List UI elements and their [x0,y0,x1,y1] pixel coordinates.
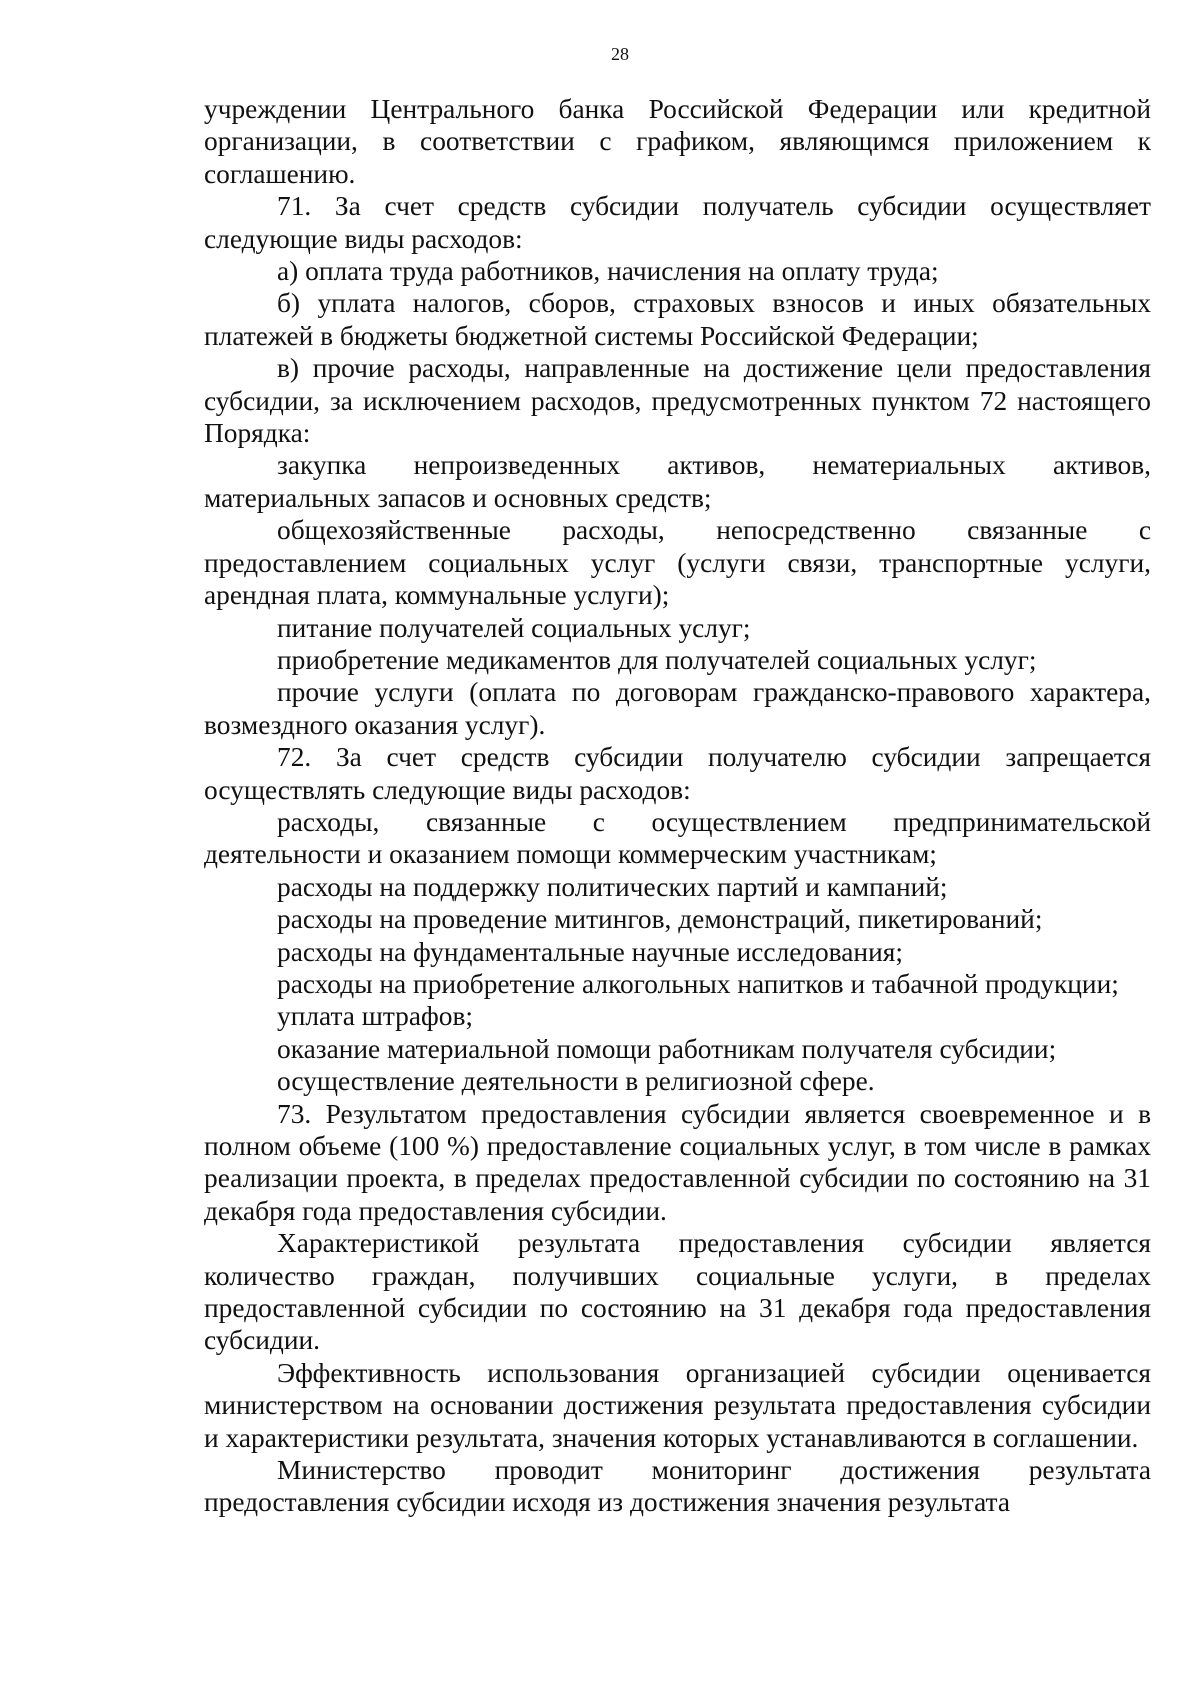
paragraph-list-item: расходы на проведение митингов, демонстраций, пикетирований; [277,904,1043,935]
paragraph-list-item: закупка непроизведенных активов, нематериальных активов, материальных запасов и основных средств; [204,450,1151,513]
paragraph-item-71: 71. За счет средств субсидии получатель субсидии осуществляет следующие виды расходов: [204,191,1151,254]
paragraph-list-item: приобретение медикаментов для получателей социальных услуг; [277,644,1037,675]
paragraph: Эффективность использования организацией субсидии оценивается министерством на основании достижения результата предоставления субсидии и характеристики результата, значения которых устанавливаются в соглашении. [204,1357,1151,1453]
paragraph-subitem-v: в) прочие расходы, направленные на достижение цели предоставления субсидии, за исключением расходов, предусмотренных пунктом 72 настоящего Порядка: [204,353,1151,449]
paragraph-item-72: 72. За счет средств субсидии получателю субсидии запрещается осуществлять следующие виды расходов: [204,742,1151,805]
paragraph-list-item: расходы на приобретение алкогольных напитков и табачной продукции; [277,968,1119,999]
paragraph-list-item: расходы на поддержку политических партий и кампаний; [277,871,948,902]
paragraph-continuation: учреждении Центрального банка Российской Федерации или кредитной организации, в соответствии с графиком, являющимся приложением к соглашению. [204,94,1151,189]
page-number: 28 [611,44,629,64]
paragraph: Характеристикой результата предоставления субсидии является количество граждан, получивших социальные услуги, в пределах предоставленной субсидии по состоянию на 31 декабря года предоставления субсидии. [204,1228,1151,1356]
paragraph-subitem-a: а) оплата труда работников, начисления на оплату труда; [277,256,939,287]
paragraph-list-item: расходы, связанные с осуществлением предпринимательской деятельности и оказанием помощи коммерческим участникам; [204,806,1151,870]
paragraph-subitem-b: б) уплата налогов, сборов, страховых взносов и иных обязательных платежей в бюджеты бюджетной системы Российской Федерации; [204,288,1151,351]
paragraph-list-item: оказание материальной помощи работникам получателя субсидии; [277,1033,1057,1064]
paragraph-list-item: общехозяйственные расходы, непосредственно связанные с предоставлением социальных услуг (услуги связи, транспортные услуги, арендная плата, коммунальные услуги); [204,515,1151,611]
paragraph-list-item: питание получателей социальных услуг; [277,612,751,643]
paragraph-list-item: расходы на фундаментальные научные исследования; [277,936,903,967]
paragraph: Министерство проводит мониторинг достижения результата предоставления субсидии исходя из достижения значения результата [204,1455,1151,1518]
paragraph-list-item: прочие услуги (оплата по договорам гражданско-правового характера, возмездного оказания услуг). [204,677,1151,740]
document-body [204,93,1151,1519]
paragraph-item-73: 73. Результатом предоставления субсидии является своевременное и в полном объеме (100 %) предоставление социальных услуг, в том числе в рамках реализации проекта, в пределах предоставленной субсидии по состоянию на 31 декабря года предоставления субсидии. [204,1098,1151,1226]
paragraph-list-item: уплата штрафов; [277,1001,474,1032]
paragraph-list-item: осуществление деятельности в религиозной сфере. [277,1066,875,1097]
